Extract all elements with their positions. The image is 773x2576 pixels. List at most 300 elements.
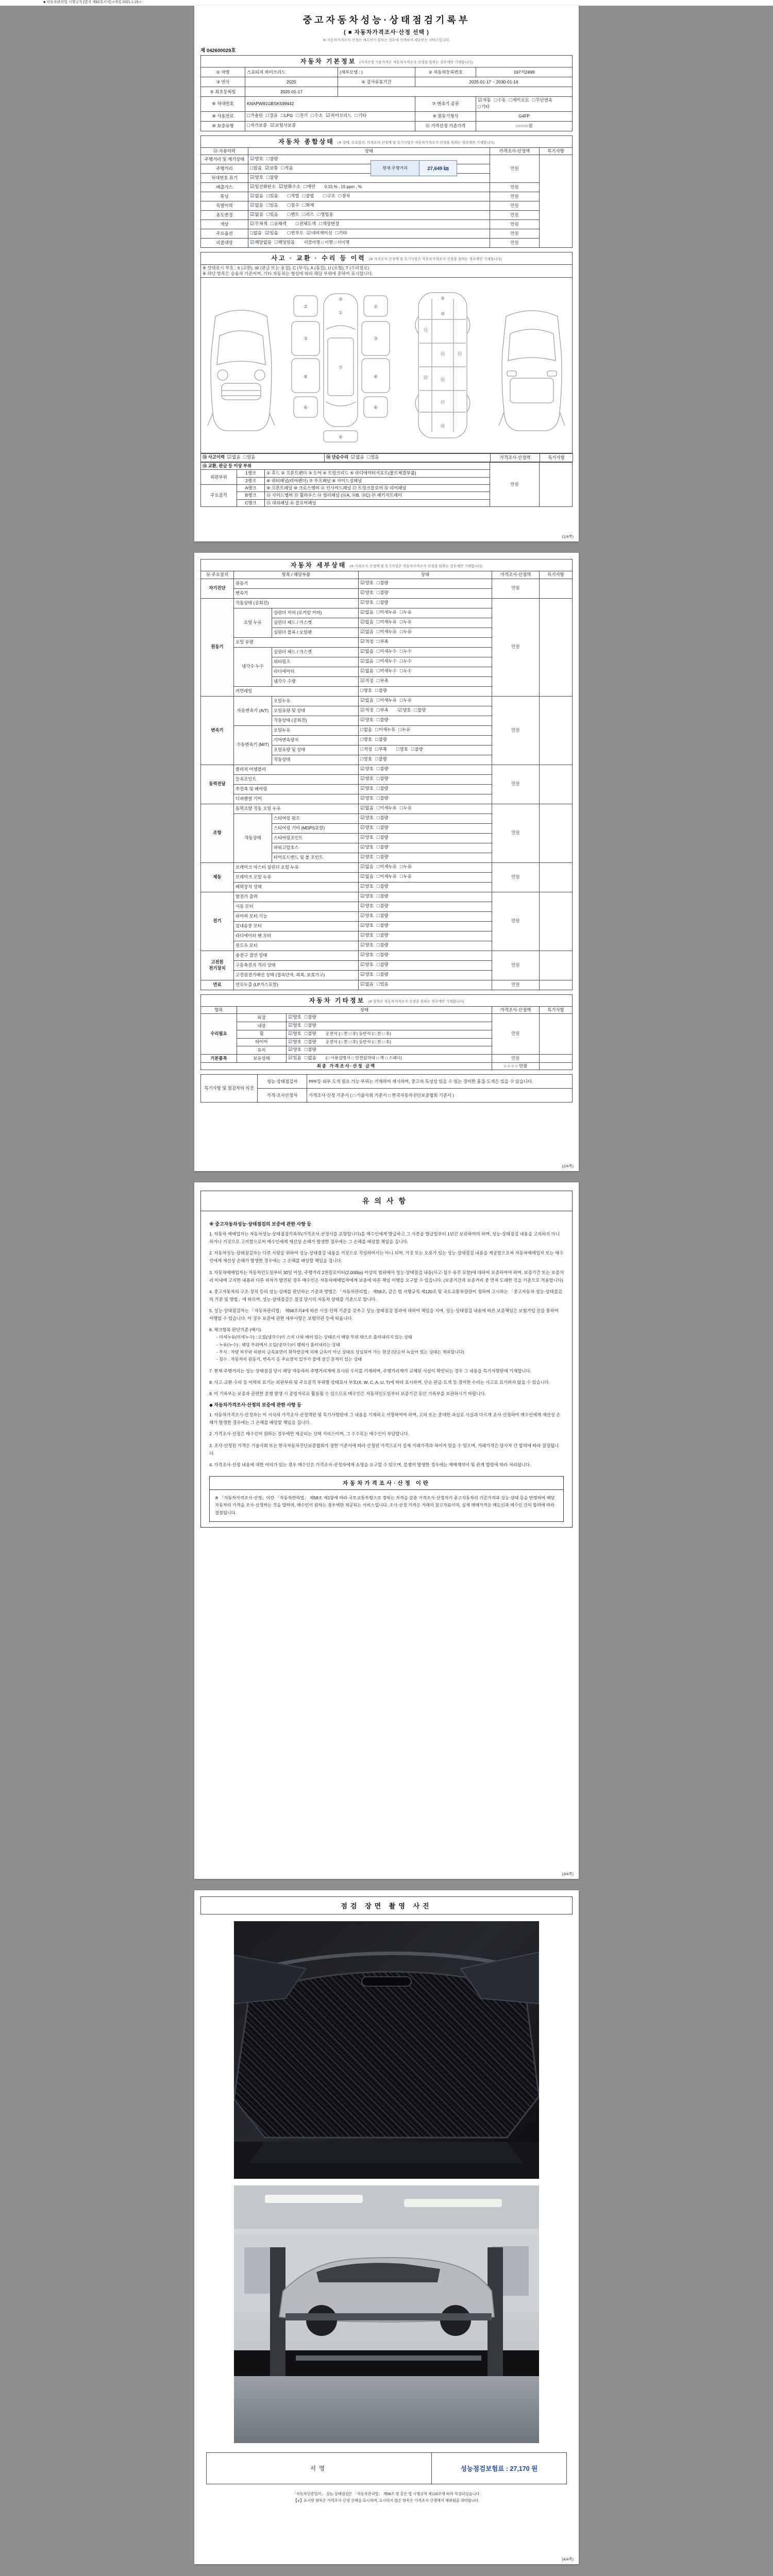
checkbox-checked-icon: ☑ bbox=[250, 193, 255, 199]
checkbox-option[interactable] bbox=[396, 747, 408, 753]
checkbox-option[interactable] bbox=[400, 805, 412, 812]
checkbox-option[interactable] bbox=[247, 123, 267, 129]
comprehensive-row bbox=[201, 220, 573, 229]
rank-label: A랭크 bbox=[237, 485, 265, 492]
checkbox-option[interactable] bbox=[360, 864, 374, 871]
checkbox-option[interactable] bbox=[250, 202, 263, 209]
option-group bbox=[360, 972, 392, 978]
checkbox-checked-icon: ☑ bbox=[288, 1055, 293, 1061]
checkbox-option[interactable] bbox=[360, 590, 374, 597]
checkbox-option[interactable] bbox=[288, 1023, 301, 1029]
checkbox-checked-icon: ☑ bbox=[360, 884, 365, 890]
form-regulation-text: ■ 자동차관리법 시행규칙 [별지 제82호서식] <개정 2021.1.19.> bbox=[43, 1, 142, 4]
checkbox-option[interactable] bbox=[288, 1014, 301, 1021]
checkbox-option[interactable] bbox=[377, 786, 389, 792]
checkbox-label: 불량 bbox=[270, 156, 278, 162]
state-cell bbox=[287, 1046, 492, 1055]
checkbox-icon: □ bbox=[376, 864, 380, 870]
checkbox-option[interactable] bbox=[279, 184, 300, 191]
checkbox-icon: □ bbox=[323, 193, 327, 199]
checkbox-option[interactable] bbox=[270, 123, 296, 129]
checkbox-label: 불량 bbox=[308, 1030, 316, 1036]
checkbox-option[interactable] bbox=[326, 113, 351, 120]
row-label: 주요옵션 bbox=[201, 229, 248, 239]
option-group bbox=[250, 230, 281, 237]
appraiser-opinion-text: 가격조사·산정 기준서 ( □ 기술사회 기준서 □ 한국자동차진단보증협회 기준서 ) bbox=[307, 1089, 573, 1103]
checkbox-option[interactable] bbox=[288, 1039, 301, 1046]
checkbox-label: 불량 bbox=[380, 815, 389, 821]
checkbox-label: 양호 bbox=[365, 825, 374, 831]
state-cell bbox=[248, 220, 490, 229]
checkbox-option[interactable] bbox=[360, 972, 374, 978]
checkbox-option[interactable] bbox=[400, 649, 412, 655]
checkbox-option[interactable] bbox=[303, 212, 314, 218]
notice-item bbox=[209, 1269, 564, 1284]
checkbox-option[interactable] bbox=[400, 619, 412, 626]
checkbox-option[interactable] bbox=[360, 786, 374, 792]
checkbox-option[interactable] bbox=[377, 649, 397, 655]
checkbox-icon: □ bbox=[376, 981, 380, 988]
checkbox-checked-icon: ☑ bbox=[360, 776, 365, 782]
checkbox-label: 불량 bbox=[417, 707, 426, 713]
checkbox-option[interactable] bbox=[360, 688, 372, 694]
checkbox-option[interactable] bbox=[360, 835, 374, 841]
checkbox-option[interactable] bbox=[377, 707, 389, 714]
checkbox-option[interactable] bbox=[377, 952, 389, 959]
rank-label: B랭크 bbox=[237, 492, 265, 499]
state-cell bbox=[359, 784, 492, 794]
checkbox-label: 없음 bbox=[365, 805, 374, 811]
item-label: 내장 bbox=[237, 1022, 287, 1030]
legend-line-1: ※ 상태표시 부호 : X (교환), W (판금 또는 용접), C (부식), A (흠집), U (요철), T (수리필요) bbox=[203, 265, 369, 270]
detail-row bbox=[201, 862, 573, 872]
checkbox-option[interactable] bbox=[247, 113, 263, 120]
checkbox-icon: □ bbox=[376, 795, 380, 802]
checkbox-option[interactable] bbox=[377, 600, 389, 606]
checkbox-checked-icon: ☑ bbox=[360, 893, 365, 900]
inspection-value: 2025-01-17 ~ 2030-01-16 bbox=[415, 77, 573, 87]
checkbox-option[interactable] bbox=[377, 844, 389, 851]
checkbox-option[interactable] bbox=[305, 1023, 316, 1029]
page-number: (3/4쪽) bbox=[562, 1872, 574, 1876]
checkbox-label: 있음 bbox=[270, 202, 278, 208]
checkbox-checked-icon: ☑ bbox=[288, 1039, 293, 1045]
state-cell bbox=[248, 229, 490, 239]
checkbox-option[interactable] bbox=[377, 874, 397, 880]
checkbox-label: 양호 bbox=[363, 756, 372, 762]
checkbox-icon: □ bbox=[494, 97, 497, 104]
checkbox-option[interactable] bbox=[377, 864, 397, 871]
checkbox-option[interactable] bbox=[360, 815, 374, 822]
etc-table bbox=[200, 994, 573, 1071]
checkbox-option[interactable] bbox=[377, 717, 389, 724]
checkbox-option[interactable] bbox=[494, 97, 506, 104]
checkbox-option[interactable] bbox=[265, 230, 278, 237]
checkbox-label: 양호 bbox=[363, 688, 372, 693]
checkbox-option[interactable] bbox=[275, 240, 295, 246]
checkbox-option[interactable] bbox=[360, 609, 374, 616]
checkbox-option[interactable] bbox=[400, 668, 412, 675]
checkbox-icon: □ bbox=[376, 629, 380, 635]
checkbox-icon: □ bbox=[304, 1014, 308, 1021]
checkbox-option[interactable] bbox=[398, 727, 410, 734]
checkbox-label: 없음 bbox=[365, 658, 374, 664]
checkbox-label: 없음 bbox=[253, 230, 262, 236]
checkbox-option[interactable] bbox=[377, 619, 397, 626]
checkbox-option[interactable] bbox=[266, 175, 278, 181]
checkbox-option[interactable] bbox=[377, 933, 389, 939]
checkbox-option[interactable] bbox=[377, 972, 389, 978]
checkbox-option[interactable] bbox=[377, 590, 389, 597]
checkbox-option[interactable] bbox=[360, 639, 374, 646]
opinion-label: 특기사항 및 점검자의 의견 bbox=[201, 1075, 258, 1103]
checkbox-option[interactable] bbox=[288, 1031, 301, 1038]
checkbox-option[interactable] bbox=[360, 727, 372, 734]
checkbox-option[interactable] bbox=[360, 874, 374, 880]
checkbox-icon: □ bbox=[270, 221, 274, 227]
checkbox-option[interactable] bbox=[360, 698, 374, 704]
checkbox-option[interactable] bbox=[377, 903, 389, 910]
checkbox-checked-icon: ☑ bbox=[250, 175, 255, 181]
checkbox-option[interactable] bbox=[478, 104, 490, 111]
checkbox-checked-icon: ☑ bbox=[250, 184, 255, 190]
option-group bbox=[360, 913, 392, 920]
checkbox-option[interactable] bbox=[398, 707, 411, 714]
checkbox-option[interactable] bbox=[360, 737, 372, 743]
checkbox-option[interactable] bbox=[360, 923, 374, 929]
checkbox-option[interactable] bbox=[400, 629, 412, 636]
checkbox-option[interactable] bbox=[360, 942, 374, 949]
checkbox-option[interactable] bbox=[338, 193, 350, 200]
note-cell bbox=[539, 892, 572, 951]
checkbox-icon: □ bbox=[295, 221, 299, 227]
checkbox-option[interactable] bbox=[360, 805, 374, 812]
checkbox-option[interactable] bbox=[377, 668, 397, 675]
checkbox-label: 있음 bbox=[371, 454, 379, 460]
checkbox-option[interactable] bbox=[360, 903, 374, 910]
checkbox-option[interactable] bbox=[319, 221, 339, 228]
checkbox-label: 불량 bbox=[380, 717, 389, 723]
checkbox-option[interactable] bbox=[377, 698, 397, 704]
note-cell bbox=[539, 1055, 572, 1063]
checkbox-option[interactable] bbox=[305, 1047, 316, 1054]
checkbox-option[interactable] bbox=[377, 835, 389, 841]
checkbox-option[interactable] bbox=[400, 698, 412, 704]
checkbox-option[interactable] bbox=[317, 212, 333, 218]
checkbox-option[interactable] bbox=[250, 165, 262, 172]
checkbox-option[interactable] bbox=[367, 454, 379, 461]
notice-item bbox=[209, 1442, 564, 1458]
price-cell: 만원 bbox=[492, 951, 539, 980]
checkbox-option[interactable] bbox=[377, 854, 389, 861]
notice-item bbox=[209, 1288, 564, 1303]
checkbox-checked-icon: ☑ bbox=[270, 123, 275, 129]
checkbox-option[interactable] bbox=[296, 221, 316, 228]
checkbox-option[interactable] bbox=[250, 240, 272, 246]
item-label: 충전구 절연 상태 bbox=[234, 951, 359, 960]
checkbox-option[interactable] bbox=[375, 688, 387, 694]
accident-summary-table bbox=[200, 453, 573, 462]
checkbox-checked-icon: ☑ bbox=[360, 658, 365, 665]
checkbox-label: 불법 bbox=[306, 193, 314, 199]
checkbox-option[interactable] bbox=[360, 717, 374, 724]
checkbox-option[interactable] bbox=[360, 884, 374, 890]
item-label: 실린더 커버 (로커암 커버) bbox=[272, 608, 359, 618]
checkbox-label: 불량 bbox=[380, 590, 389, 596]
checkbox-option[interactable] bbox=[414, 707, 426, 714]
checkbox-option[interactable] bbox=[305, 1014, 316, 1021]
checkbox-label: 자동 bbox=[482, 97, 491, 103]
checkbox-option[interactable] bbox=[360, 933, 374, 939]
checkbox-icon: □ bbox=[399, 609, 403, 616]
option-group bbox=[360, 668, 415, 675]
checkbox-option[interactable] bbox=[377, 609, 397, 616]
checkbox-option[interactable] bbox=[360, 619, 374, 626]
detail-row bbox=[201, 765, 573, 774]
option-group bbox=[288, 212, 337, 218]
car-name-value: 스포티지 하이브리드 bbox=[245, 67, 338, 77]
checkbox-option[interactable] bbox=[303, 193, 314, 200]
checkbox-option[interactable] bbox=[360, 952, 374, 959]
signature-section bbox=[206, 2452, 567, 2484]
checkbox-option[interactable] bbox=[250, 184, 276, 191]
checkbox-option[interactable] bbox=[296, 113, 308, 120]
checkbox-option[interactable] bbox=[360, 825, 374, 832]
checkbox-option[interactable] bbox=[360, 707, 374, 714]
checkbox-option[interactable] bbox=[400, 874, 412, 880]
checkbox-option[interactable] bbox=[266, 113, 278, 120]
checkbox-option[interactable] bbox=[377, 658, 397, 665]
checkbox-option[interactable] bbox=[360, 776, 374, 783]
state-cell bbox=[359, 765, 492, 774]
checkbox-checked-icon: ☑ bbox=[264, 165, 270, 172]
checkbox-icon: □ bbox=[281, 165, 284, 172]
subgroup-label: 냉각수 누수 bbox=[234, 647, 272, 686]
checkbox-option[interactable] bbox=[360, 854, 374, 861]
checkbox-option[interactable] bbox=[360, 844, 374, 851]
checkbox-icon: □ bbox=[360, 688, 363, 694]
checkbox-label: 불량 bbox=[380, 835, 389, 840]
accident-history-section bbox=[200, 252, 573, 507]
checkbox-option[interactable] bbox=[360, 747, 372, 753]
checkbox-option[interactable] bbox=[288, 230, 304, 237]
checkbox-option[interactable] bbox=[271, 221, 287, 228]
checkbox-option[interactable] bbox=[305, 1039, 316, 1046]
checkbox-option[interactable] bbox=[227, 454, 241, 461]
checkbox-option[interactable] bbox=[265, 165, 278, 172]
checkbox-option[interactable] bbox=[250, 212, 263, 218]
checkbox-option[interactable] bbox=[377, 913, 389, 920]
checkbox-option[interactable] bbox=[250, 175, 263, 181]
checkbox-option[interactable] bbox=[305, 1031, 316, 1038]
checkbox-option[interactable] bbox=[478, 97, 491, 104]
checkbox-option[interactable] bbox=[360, 981, 374, 988]
checkbox-option[interactable] bbox=[377, 981, 389, 988]
etc-group-label: 수리필요 bbox=[201, 1014, 237, 1055]
item-label: 고전원전기배선 상태 (접속단자, 피복, 보호기구) bbox=[234, 970, 359, 980]
basic-section-title: 자동차 기본정보 (가격산정 기준가격은 자동차가격조사·산정을 원하는 경우에만 기재합니다) bbox=[201, 56, 573, 67]
checkbox-label: 전체도색 bbox=[299, 221, 316, 227]
checkbox-label: 미세누유 bbox=[380, 619, 397, 625]
checkbox-label: 보통 bbox=[270, 165, 278, 171]
checkbox-checked-icon: ☑ bbox=[360, 590, 365, 596]
checkbox-label: 없음 bbox=[308, 1055, 316, 1061]
checkbox-option[interactable] bbox=[335, 230, 347, 237]
option-group bbox=[250, 221, 290, 228]
checkbox-option[interactable] bbox=[360, 600, 374, 606]
state-cell bbox=[359, 921, 492, 931]
checkbox-option[interactable] bbox=[288, 1047, 301, 1054]
state-cell bbox=[359, 853, 492, 862]
current-mileage-box bbox=[371, 160, 457, 176]
checkbox-option[interactable] bbox=[307, 230, 332, 237]
item-label: 동력조향 작동 오일 누유 bbox=[234, 804, 359, 814]
value-text: 운전석 (□ 전 □ 후) 동반석 (□ 전 □ 후) bbox=[325, 1031, 391, 1036]
checkbox-option[interactable] bbox=[355, 113, 366, 120]
vin-label: ⑥ 차대번호 bbox=[201, 97, 245, 112]
checkbox-option[interactable] bbox=[266, 156, 278, 163]
checkbox-icon: □ bbox=[399, 649, 403, 655]
checkbox-option[interactable] bbox=[281, 165, 293, 172]
checkbox-option[interactable] bbox=[377, 776, 389, 783]
checkbox-label: 미세누유 bbox=[380, 698, 397, 703]
checkbox-option[interactable] bbox=[360, 913, 374, 920]
checkbox-option[interactable] bbox=[509, 97, 529, 104]
checkbox-option[interactable] bbox=[377, 639, 389, 646]
checkbox-option[interactable] bbox=[360, 580, 374, 587]
device-group-label: 전기 bbox=[201, 892, 234, 951]
checkbox-option[interactable] bbox=[288, 212, 299, 218]
checkbox-option[interactable] bbox=[377, 923, 389, 929]
checkbox-option[interactable] bbox=[311, 113, 323, 120]
checkbox-option[interactable] bbox=[303, 202, 314, 209]
checkbox-option[interactable] bbox=[375, 737, 387, 743]
notice-subitem: - 침수 : 자동차의 원동기, 변속기 등 주요장치 일부가 물에 잠긴 흔적이 있는 상태 bbox=[216, 1357, 362, 1362]
checkbox-option[interactable] bbox=[305, 1055, 316, 1062]
checkbox-option[interactable] bbox=[377, 678, 389, 685]
checkbox-option[interactable] bbox=[377, 795, 389, 802]
checkbox-option[interactable] bbox=[400, 658, 412, 665]
checkbox-option[interactable] bbox=[375, 727, 395, 734]
checkbox-option[interactable] bbox=[266, 212, 278, 218]
checkbox-option[interactable] bbox=[324, 193, 335, 200]
price-cell: 만원 bbox=[490, 192, 539, 201]
checkbox-icon: □ bbox=[376, 835, 380, 841]
checkbox-option[interactable] bbox=[377, 629, 397, 636]
checkbox-option[interactable] bbox=[377, 893, 389, 900]
checkbox-option[interactable] bbox=[377, 825, 389, 832]
state-cell bbox=[359, 588, 492, 598]
option-group bbox=[360, 737, 390, 743]
checkbox-option[interactable] bbox=[266, 193, 278, 200]
option-group bbox=[247, 113, 369, 120]
rank-label: 1랭크 bbox=[237, 470, 265, 477]
checkbox-option[interactable] bbox=[377, 884, 389, 890]
checkbox-option[interactable] bbox=[411, 747, 423, 753]
row-label: 주행거리 및 계기상태 bbox=[201, 155, 248, 164]
state-cell bbox=[359, 706, 492, 716]
checkbox-label: 있음 bbox=[270, 230, 278, 236]
checkbox-label: 양호 bbox=[365, 913, 374, 919]
option-group bbox=[478, 97, 564, 111]
checkbox-option[interactable] bbox=[360, 795, 374, 802]
checkbox-option[interactable] bbox=[377, 805, 397, 812]
svg-text:③: ③ bbox=[303, 336, 308, 342]
checkbox-option[interactable] bbox=[360, 678, 374, 685]
checkbox-option[interactable] bbox=[400, 609, 412, 616]
checkbox-option[interactable] bbox=[360, 962, 374, 969]
state-cell bbox=[359, 794, 492, 804]
reg-no-value: 197거2499 bbox=[476, 67, 573, 77]
checkbox-option[interactable] bbox=[288, 193, 299, 200]
checkbox-option[interactable] bbox=[250, 193, 263, 200]
checkbox-option[interactable] bbox=[532, 97, 552, 104]
checkbox-option[interactable] bbox=[266, 202, 278, 209]
checkbox-option[interactable] bbox=[360, 756, 372, 763]
car-diagrams-cell bbox=[201, 278, 573, 453]
checkbox-option[interactable] bbox=[375, 747, 387, 753]
checkbox-option[interactable] bbox=[243, 454, 255, 461]
item-label: 실린더 헤드 / 가스켓 bbox=[272, 647, 359, 657]
checkbox-option[interactable] bbox=[360, 766, 374, 773]
notice-text: 8. 사고·교환·수리 등 이력의 표기는 외판부위 및 주요골격 부위별 상태표시 부호(X, W, C, A, U, T)에 따라 표시하며, 단순 판금·도색 등 경미한 수리는 사고로 표기하지 않을 수 있습니다. bbox=[209, 1379, 550, 1385]
checkbox-option[interactable] bbox=[377, 962, 389, 969]
checkbox-option[interactable] bbox=[375, 756, 387, 763]
checkbox-option[interactable] bbox=[351, 454, 364, 461]
checkbox-option[interactable] bbox=[288, 202, 299, 209]
checkbox-option[interactable] bbox=[360, 668, 374, 675]
checkbox-option[interactable] bbox=[400, 864, 412, 871]
checkbox-option[interactable] bbox=[360, 893, 374, 900]
option-group bbox=[250, 212, 281, 218]
note-header: 특기사항 bbox=[539, 1006, 572, 1013]
checkbox-option[interactable] bbox=[360, 629, 374, 636]
checkbox-icon: □ bbox=[376, 933, 380, 939]
checkbox-label: 양호 bbox=[365, 717, 374, 723]
checkbox-option[interactable] bbox=[377, 942, 389, 949]
checkbox-label: 부족 bbox=[380, 639, 389, 645]
checkbox-label: 불량 bbox=[380, 786, 389, 791]
checkbox-option[interactable] bbox=[377, 766, 389, 773]
checkbox-label: 양호 bbox=[255, 156, 263, 162]
notice-item bbox=[209, 1461, 564, 1469]
detail-row bbox=[201, 579, 573, 588]
checkbox-option[interactable] bbox=[377, 815, 389, 822]
row-label: 튜닝 bbox=[201, 192, 248, 201]
checkbox-label: 불량 bbox=[380, 580, 389, 586]
accident-history-label: ⑬ 사고이력 bbox=[203, 454, 225, 460]
checkbox-option[interactable] bbox=[288, 1055, 301, 1062]
checkbox-option[interactable] bbox=[250, 230, 262, 237]
checkbox-label: 누수 bbox=[403, 649, 412, 654]
checkbox-label: 없음 bbox=[365, 668, 374, 674]
checkbox-option[interactable] bbox=[250, 221, 267, 228]
item-label: 실내송풍 모터 bbox=[234, 921, 359, 931]
item-label: 스티어링 펌프 bbox=[272, 814, 359, 823]
checkbox-option[interactable] bbox=[377, 580, 389, 587]
checkbox-option[interactable] bbox=[281, 113, 293, 120]
checkbox-label: 없음 bbox=[255, 212, 263, 217]
checkbox-option[interactable] bbox=[250, 156, 263, 163]
checkbox-option[interactable] bbox=[360, 658, 374, 665]
item-label: 브레이크 오일 누유 bbox=[234, 872, 359, 882]
checkbox-checked-icon: ☑ bbox=[360, 580, 365, 586]
checkbox-option[interactable] bbox=[360, 649, 374, 655]
state-code-legend bbox=[201, 264, 573, 278]
fuel-label: ⑧ 사용연료 bbox=[201, 111, 245, 121]
notice-item bbox=[209, 1390, 564, 1398]
checkbox-option[interactable] bbox=[304, 184, 315, 191]
